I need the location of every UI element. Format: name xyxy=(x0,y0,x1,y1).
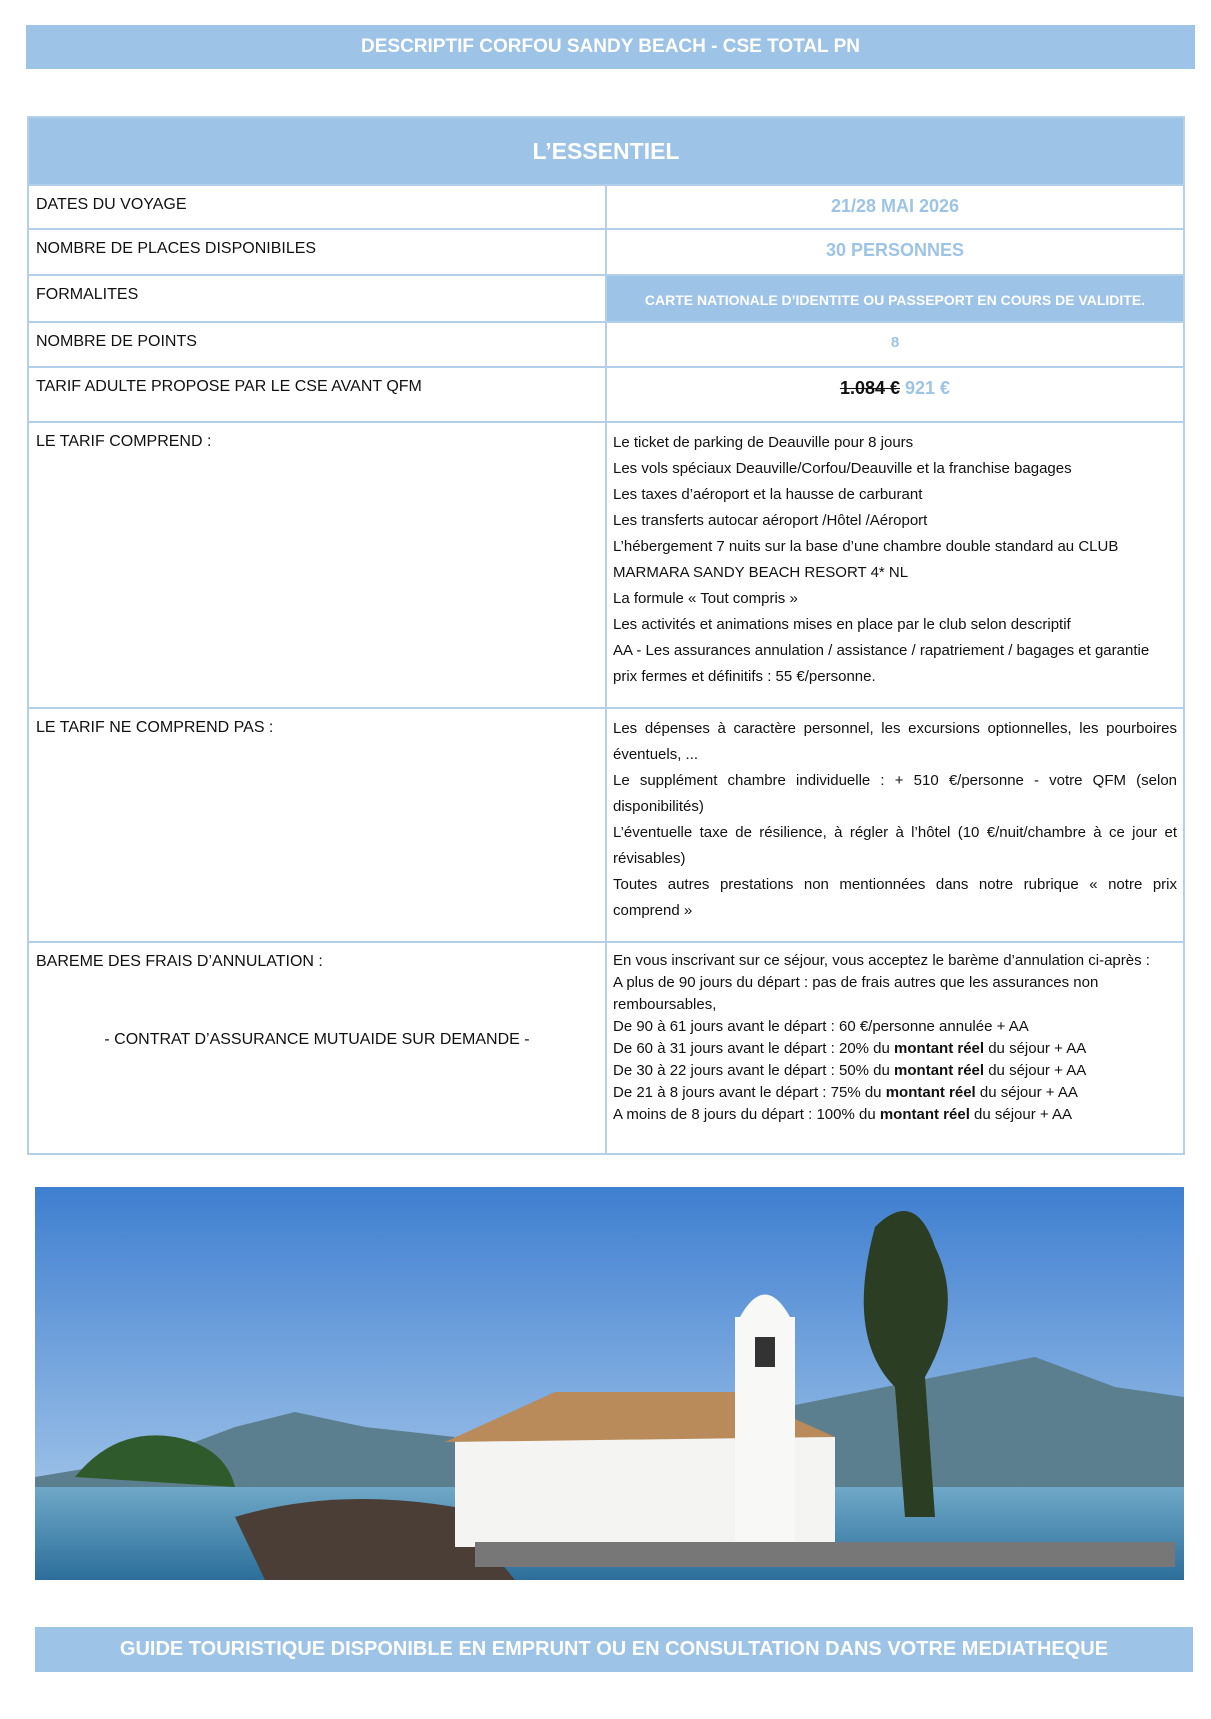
points-value: 8 xyxy=(606,322,1184,367)
list-item: De 90 à 61 jours avant le départ : 60 €/personne annulée + AA xyxy=(613,1018,1029,1035)
places-value: 30 PERSONNES xyxy=(606,229,1184,275)
places-label: NOMBRE DE PLACES DISPONIBILES xyxy=(28,229,606,275)
list-item: Les taxes d’aéroport et la hausse de carburant xyxy=(613,486,923,503)
list-item: La formule « Tout compris » xyxy=(613,590,798,607)
bareme-label: BAREME DES FRAIS D’ANNULATION : xyxy=(36,953,323,970)
bold-text: montant réel xyxy=(879,1106,970,1123)
corfu-monastery-photo xyxy=(35,1187,1184,1580)
list-item: Les transferts autocar aéroport /Hôtel /Aéroport xyxy=(613,512,928,529)
comprend-label: LE TARIF COMPREND : xyxy=(28,422,606,708)
old-price: 1.084 € xyxy=(839,378,900,398)
list-item: Toutes autres prestations non mentionnées dans notre rubrique « notre prix comprend » xyxy=(613,876,1177,919)
comprend-list xyxy=(606,422,1184,708)
table-title: L’ESSENTIEL xyxy=(28,117,1184,185)
row-text: A moins de 8 jours du départ : 100% du xyxy=(613,1106,876,1123)
tarif-label: TARIF ADULTE PROPOSE PAR LE CSE AVANT QFM xyxy=(28,367,606,422)
row-suffix: du séjour + AA xyxy=(979,1084,1078,1101)
list-item xyxy=(613,1060,1177,1082)
row-text: De 21 à 8 jours avant le départ : 75% du xyxy=(613,1084,882,1101)
row-text: De 60 à 31 jours avant le départ : 20% du xyxy=(613,1040,890,1057)
assurance-note: - CONTRAT D’ASSURANCE MUTUAIDE SUR DEMANDE - xyxy=(104,1031,530,1048)
row-suffix: du séjour + AA xyxy=(988,1040,1087,1057)
dates-label: DATES DU VOYAGE xyxy=(28,185,606,229)
list-item xyxy=(613,1038,1177,1060)
dates-value: 21/28 MAI 2026 xyxy=(606,185,1184,229)
list-item: L’hébergement 7 nuits sur la base d’une chambre double standard au CLUB MARMARA SANDY BEACH RESORT 4* NL xyxy=(613,538,1119,581)
bold-text: montant réel xyxy=(885,1084,976,1101)
list-item: A plus de 90 jours du départ : pas de frais autres que les assurances non remboursables, xyxy=(613,974,1099,1013)
list-item: Les dépenses à caractère personnel, les excursions optionnelles, les pourboires éventuels, ... xyxy=(613,720,1177,763)
list-item: Les vols spéciaux Deauville/Corfou/Deauville et la franchise bagages xyxy=(613,460,1072,477)
price: 921 € xyxy=(905,378,951,398)
formalites-label: FORMALITES xyxy=(28,275,606,322)
essentials-table xyxy=(27,116,1185,1155)
list-item: En vous inscrivant sur ce séjour, vous acceptez le barème d’annulation ci-après : xyxy=(613,952,1150,969)
list-item: AA - Les assurances annulation / assistance / rapatriement / bagages et garantie prix fermes et définitifs : 55 €/personne. xyxy=(613,642,1150,685)
bareme-label-cell xyxy=(28,942,606,1154)
ne-comprend-label: LE TARIF NE COMPREND PAS : xyxy=(28,708,606,942)
row-suffix: du séjour + AA xyxy=(988,1062,1087,1079)
list-item: Les activités et animations mises en place par le club selon descriptif xyxy=(613,616,1071,633)
list-item: Le supplément chambre individuelle : + 510 €/personne - votre QFM (selon disponibilités) xyxy=(613,772,1177,815)
list-item xyxy=(613,1104,1177,1126)
ne-comprend-list xyxy=(606,708,1184,942)
bold-text: montant réel xyxy=(894,1040,985,1057)
row-suffix: du séjour + AA xyxy=(974,1106,1073,1123)
list-item xyxy=(613,1082,1177,1104)
row-text: De 30 à 22 jours avant le départ : 50% du xyxy=(613,1062,890,1079)
list-item: Le ticket de parking de Deauville pour 8 jours xyxy=(613,434,914,451)
footer-banner: GUIDE TOURISTIQUE DISPONIBLE EN EMPRUNT OU EN CONSULTATION DANS VOTRE MEDIATHEQUE xyxy=(35,1627,1193,1672)
list-item: L’éventuelle taxe de résilience, à régler à l’hôtel (10 €/nuit/chambre à ce jour et révisables) xyxy=(613,824,1177,867)
points-label: NOMBRE DE POINTS xyxy=(28,322,606,367)
document-title: DESCRIPTIF CORFOU SANDY BEACH - CSE TOTAL PN xyxy=(26,25,1195,69)
tarif-value xyxy=(606,367,1184,422)
bareme-list xyxy=(606,942,1184,1154)
formalites-value: CARTE NATIONALE D’IDENTITE OU PASSEPORT EN COURS DE VALIDITE. xyxy=(606,275,1184,322)
bold-text: montant réel xyxy=(894,1062,985,1079)
